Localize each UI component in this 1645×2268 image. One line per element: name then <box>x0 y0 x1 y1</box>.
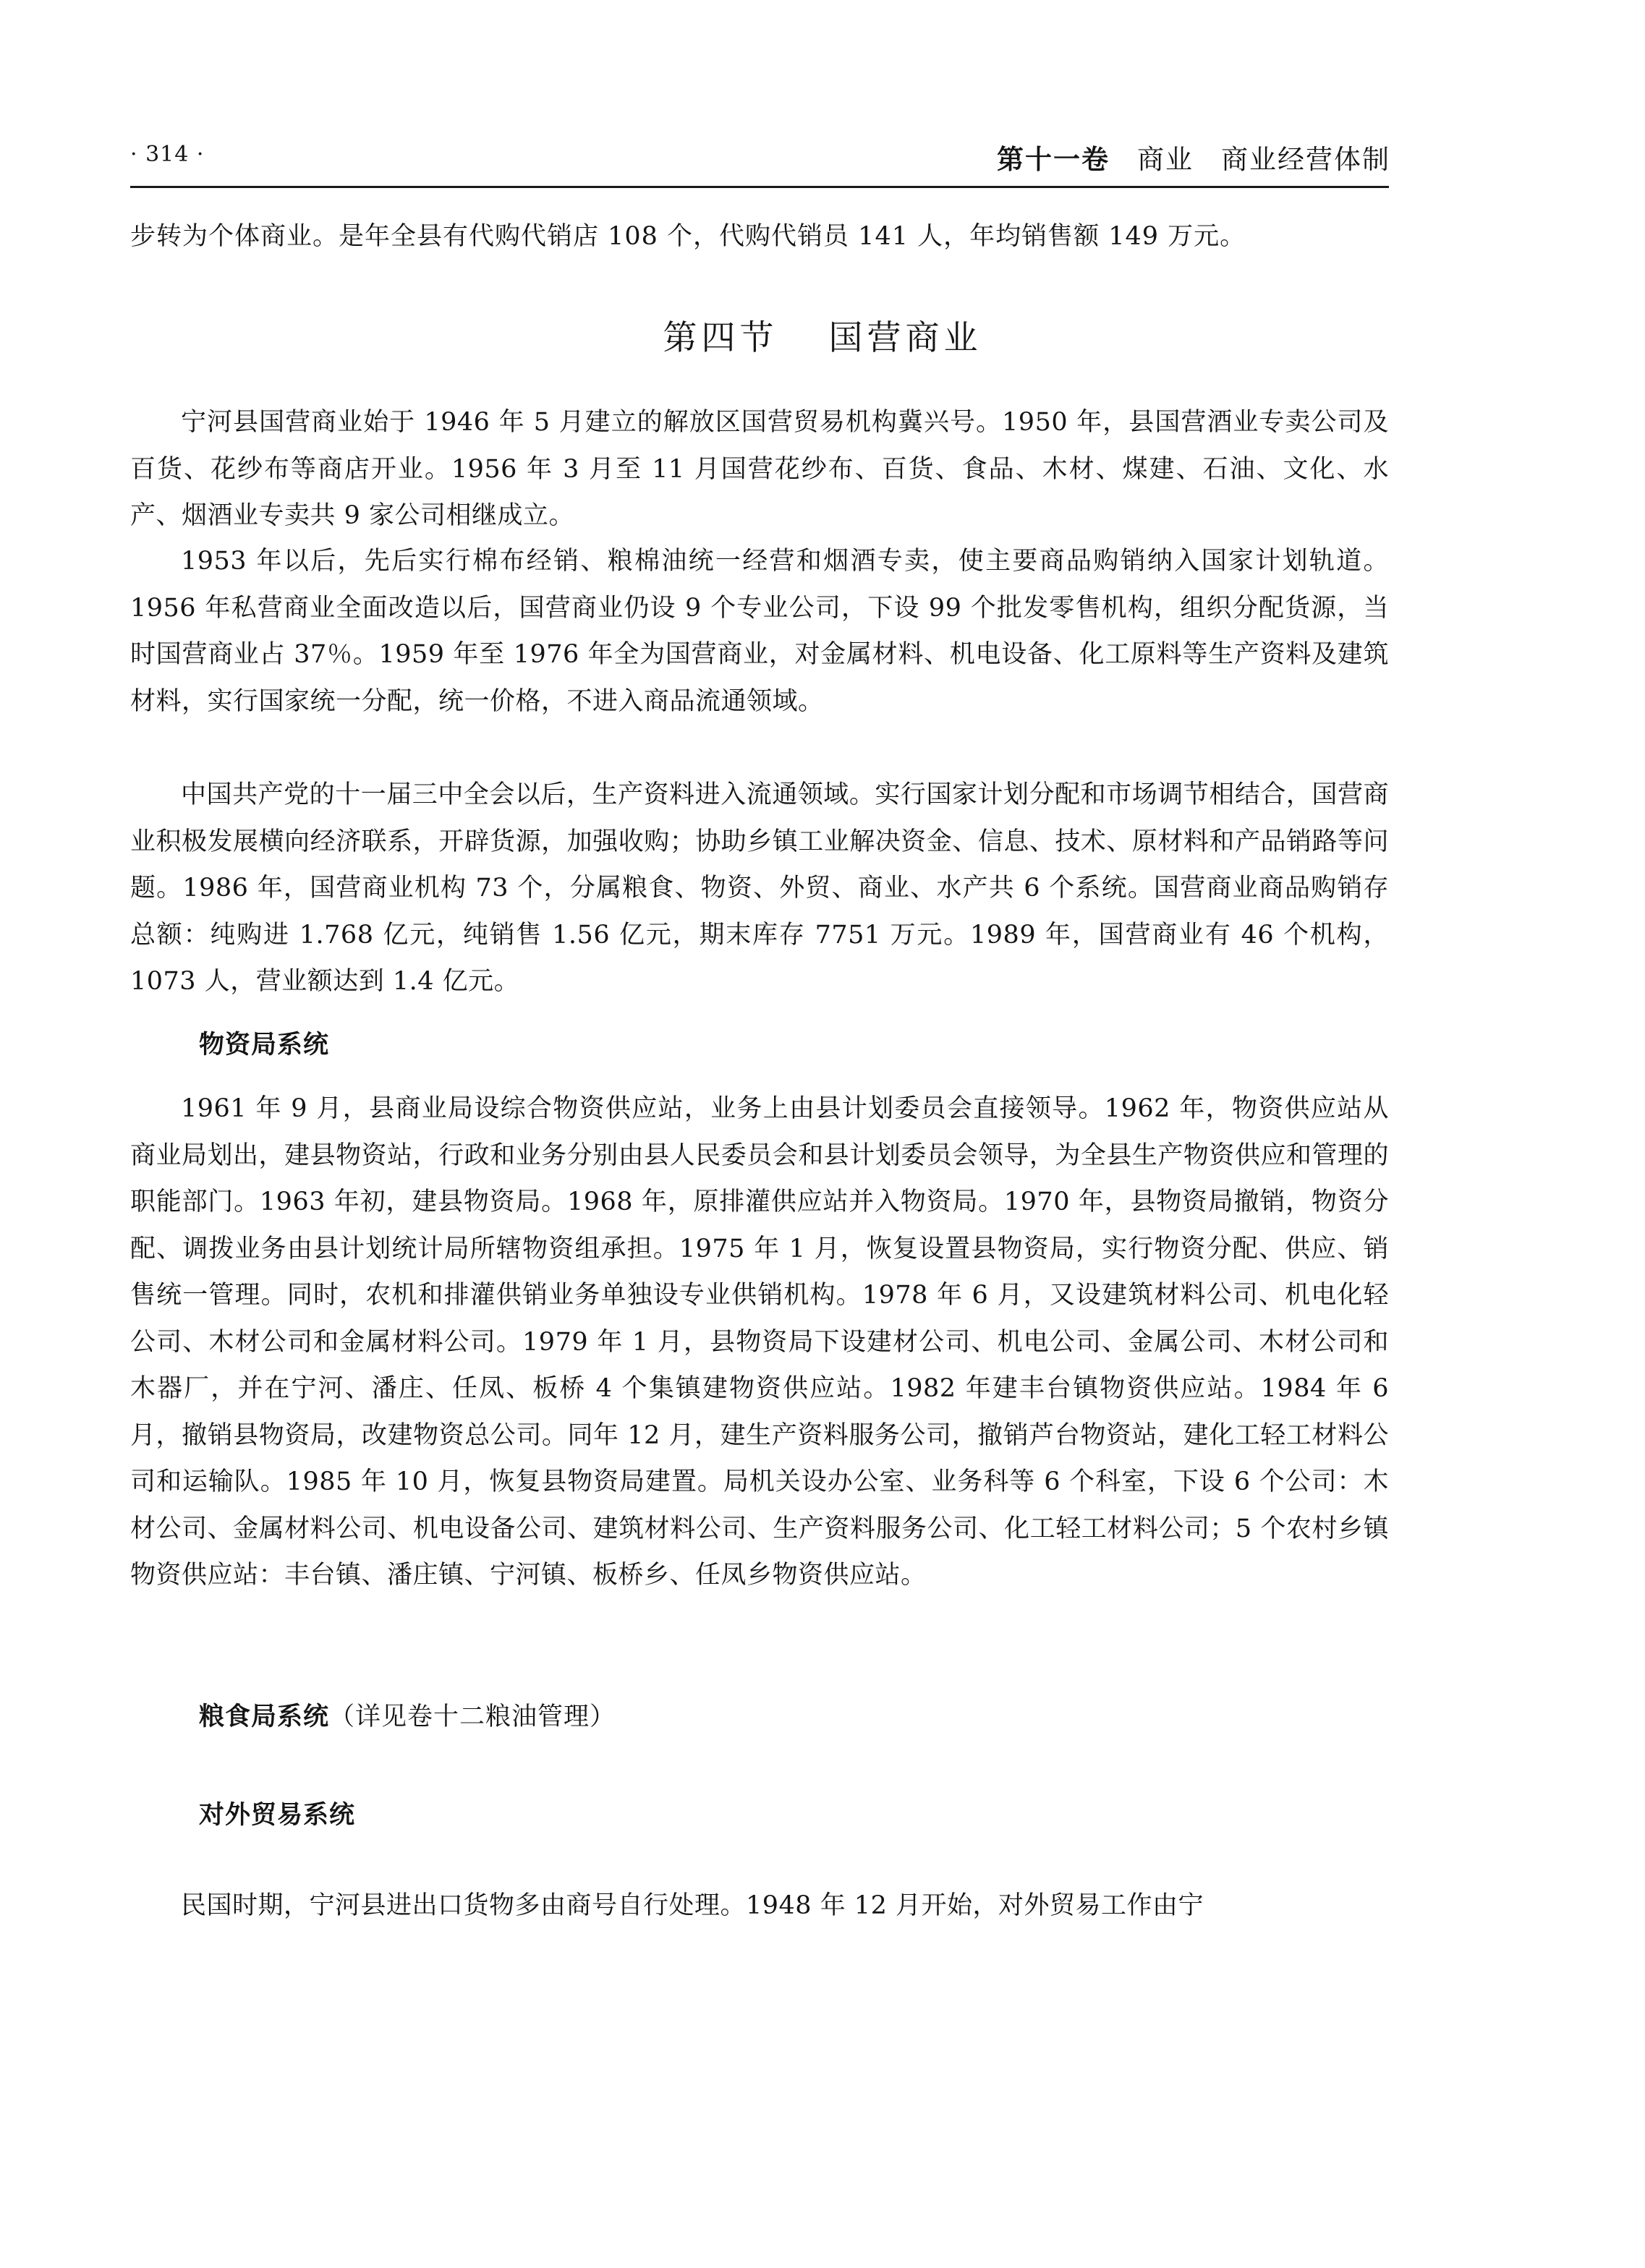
page-number: · 314 · <box>130 142 205 167</box>
header-chapter: 商业经营体制 <box>1221 144 1390 175</box>
paragraph-intro: 宁河县国营商业始于 1946 年 5 月建立的解放区国营贸易机构冀兴号。1950 年，县国营酒业专卖公司及百货、花纱布等商店开业。1956 年 3 月至 11 月国营花纱布、百货、食品、木材、煤建、石油、文化、水产、烟酒业专卖共 9 家公司相继成立。 <box>130 408 1389 530</box>
paragraph-materials: 1961 年 9 月，县商业局设综合物资供应站，业务上由县计划委员会直接领导。1962 年，物资供应站从商业局划出，建县物资站，行政和业务分别由县人民委员会和县计划委员会领导，为全县生产物资供应和管理的职能部门。1963 年初，建县物资局。1968 年，原排灌供应站并入物资局。1970 年，县物资局撤销，物资分配、调拨业务由县计划统计局所辖物资组承担。1975 年 1 月，恢复设置县物资局，实行物资分配、供应、销售统一管理。同时，农机和排灌供销业务单独设专业供销机构。1978 年 6 月，又设建筑材料公司、机电化轻公司、木材公司和金属材料公司。1979 年 1 月，县物资局下设建材公司、机电公司、金属公司、木材公司和木器厂，并在宁河、潘庄、任凤、板桥 4 个集镇建物资供应站。1982 年建丰台镇物资供应站。1984 年 6 月，撤销县物资局，改建物资总公司。同年 12 月，建生产资料服务公司，撤销芦台物资站，建化工轻工材料公司和运输队。1985 年 10 月，恢复县物资局建置。局机关设办公室、业务科等 6 个科室，下设 6 个公司：木材公司、金属材料公司、机电设备公司、建筑材料公司、生产资料服务公司、化工轻工材料公司；5 个农村乡镇物资供应站：丰台镇、潘庄镇、宁河镇、板桥乡、任凤乡物资供应站。 <box>130 1094 1389 1590</box>
section-title <box>0 311 1645 359</box>
subsection-heading-grain <box>199 1702 616 1731</box>
header-volume: 第十一卷 <box>997 144 1110 175</box>
paragraph-trade: 民国时期，宁河县进出口货物多由商号自行处理。1948 年 12 月开始，对外贸易工作由宁 <box>181 1891 1204 1920</box>
carryover-text: 步转为个体商业。是年全县有代购代销店 108 个，代购代销员 141 人，年均销售额 149 万元。 <box>130 222 1246 251</box>
subsection-heading-materials <box>199 1033 329 1058</box>
paragraph-reform: 中国共产党的十一届三中全会以后，生产资料进入流通领域。实行国家计划分配和市场调节相结合，国营商业积极发展横向经济联系，开辟货源，加强收购；协助乡镇工业解决资金、信息、技术、原材料和产品销路等问题。1986 年，国营商业机构 73 个，分属粮食、物资、外贸、商业、水产共 6 个系统。国营商业商品购销存总额：纯购进 1.768 亿元，纯销售 1.56 亿元，期末库存 7751 万元。1989 年，国营商业有 46 个机构，1073 人，营业额达到 1.4 亿元。 <box>130 780 1389 996</box>
subsection-note: （详见卷十二粮油管理） <box>329 1702 616 1731</box>
section-name: 国营商业 <box>828 318 982 358</box>
subsection-title: 物资局系统 <box>199 1031 330 1060</box>
paragraph-planning: 1953 年以后，先后实行棉布经销、粮棉油统一经营和烟酒专卖，使主要商品购销纳入国家计划轨道。1956 年私营商业全面改造以后，国营商业仍设 9 个专业公司，下设 99 个批发零售机构，组织分配货源，当时国营商业占 37％。1959 年至 1976 年全为国营商业，对金属材料、机电设备、化工原料等生产资料及建筑材料，实行国家统一分配，统一价格，不进入商品流通领域。 <box>130 547 1389 716</box>
subsection-title: 粮食局系统 <box>199 1702 330 1731</box>
header-section: 商业 <box>1137 144 1194 175</box>
subsection-title: 对外贸易系统 <box>199 1801 356 1830</box>
header-divider <box>130 186 1389 188</box>
running-header <box>997 137 1390 176</box>
section-number: 第四节 <box>663 318 778 358</box>
subsection-heading-trade <box>199 1803 355 1828</box>
